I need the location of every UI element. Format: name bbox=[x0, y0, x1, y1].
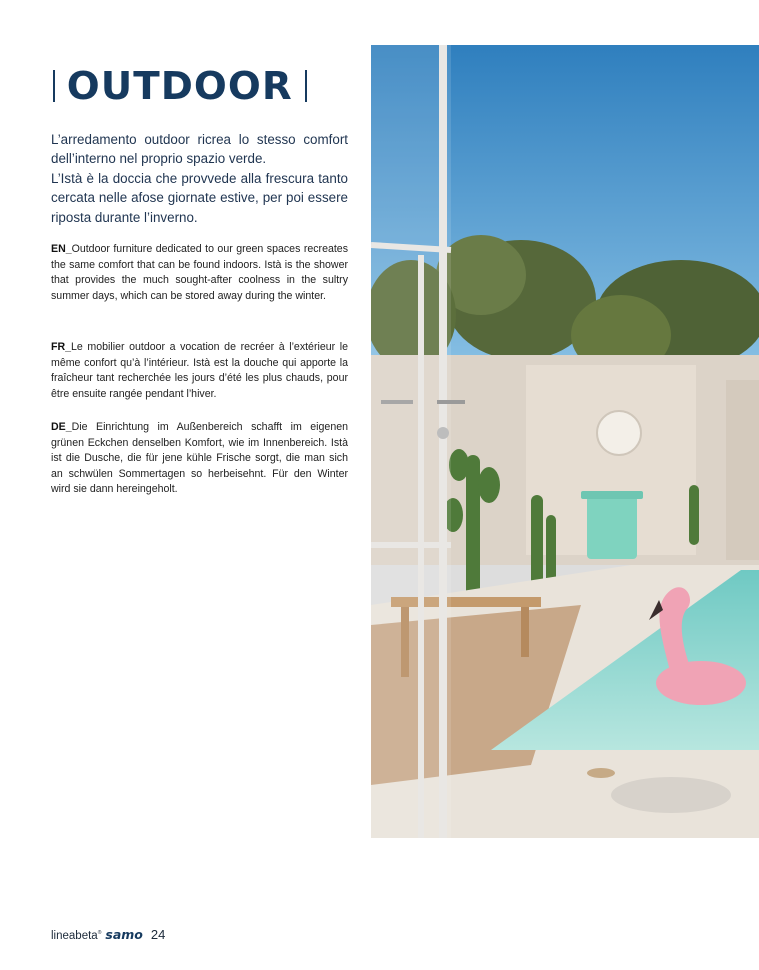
teal-shower-basin-icon bbox=[581, 491, 643, 559]
fr-code: FR_ bbox=[51, 341, 72, 353]
brand-lineabeta bbox=[51, 930, 101, 942]
brand-line-text: lineabeta bbox=[51, 930, 98, 942]
page-title: OUTDOOR bbox=[66, 64, 293, 108]
fr-text: Le mobilier outdoor a vocation de recréer à l’extérieur le même confort qu’à l’intérieur. Istà est la douche qui apporte la fraîcheur tant recherchée les jours d’été les plus chauds, pour être ensuite rangée pendant l’hiver. bbox=[51, 341, 348, 400]
glass-door-frame bbox=[371, 45, 451, 838]
italian-intro bbox=[51, 130, 348, 227]
en-code: EN_ bbox=[51, 243, 72, 255]
de-text: Die Einrichtung im Außenbereich schafft im eigenen grünen Eckchen denselben Komfort, wie im Innenbereich. Istà ist die Dusche, die für jene kühle Frische sorgt, die man sich an schwülen Sommertagen so herbeisehnt. Für den Winter wird sie dann hereingeholt. bbox=[51, 421, 348, 496]
registered-mark: ® bbox=[97, 930, 102, 937]
german-paragraph bbox=[51, 420, 348, 498]
title-left-bar bbox=[53, 70, 55, 102]
english-paragraph bbox=[51, 242, 348, 304]
page-footer bbox=[51, 927, 165, 942]
brand-samo-logo: samo bbox=[105, 927, 143, 942]
de-code: DE_ bbox=[51, 421, 72, 433]
french-paragraph bbox=[51, 340, 348, 402]
door-handle bbox=[381, 400, 413, 404]
page-number: 24 bbox=[150, 927, 166, 942]
intro-paragraph-1: L’arredamento outdoor ricrea lo stesso comfort dell’interno nel proprio spazio verde. bbox=[51, 132, 348, 167]
en-text: Outdoor furniture dedicated to our green spaces recreates the same comfort that can be found indoors. Istà is the shower that provides the much sought-after coolness in the sultry summer days, which can be stored away during the winter. bbox=[51, 243, 348, 302]
section-title bbox=[53, 62, 307, 110]
outdoor-pool-photo bbox=[371, 45, 759, 838]
title-right-bar bbox=[305, 70, 307, 102]
intro-paragraph-2: L’Istà è la doccia che provvede alla frescura tanto cercata nelle afose giornate estive, per poi essere riposta durante l’inverno. bbox=[51, 170, 348, 225]
outdoor-scene-illustration bbox=[371, 45, 759, 838]
